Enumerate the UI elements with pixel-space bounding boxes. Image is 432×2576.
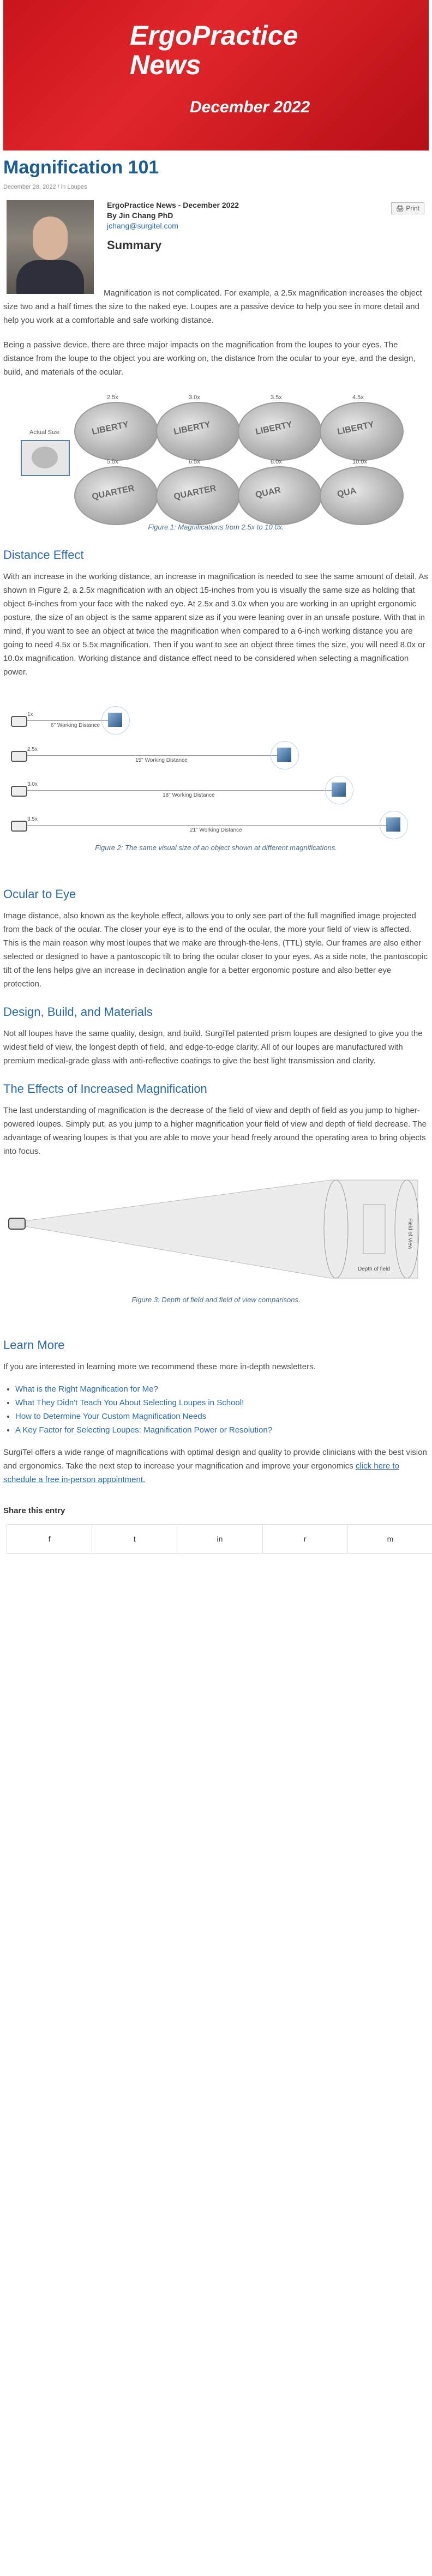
share-heading: Share this entry [3, 1506, 65, 1515]
coin-image [74, 466, 158, 525]
coin-text: LIBERTY [172, 420, 212, 437]
loupe-icon [11, 821, 27, 832]
figure-1 [3, 384, 429, 532]
coin-image [320, 402, 404, 461]
magnification-label: 2.5x [107, 394, 118, 401]
author-photo [7, 200, 94, 294]
learn-more-paragraph: If you are interested in learning more we recommend these more in-depth newsletters. [3, 1362, 316, 1371]
working-distance-line [27, 825, 387, 826]
page-title: Magnification 101 [3, 157, 159, 178]
closing-paragraph [3, 1446, 429, 1486]
working-distance-line [27, 790, 333, 791]
share-email-button[interactable]: m [387, 1534, 394, 1543]
closing-text: SurgiTel offers a wide range of magnifications with optimal design and quality to provide clinicians with the best vision and ergonomics. Take the next step to increase your magnification and improve your ergonomics [3, 1448, 427, 1471]
related-links [3, 1382, 429, 1437]
coin-image [320, 466, 404, 525]
working-distance-label: 6" Working Distance [51, 723, 100, 729]
coin-text: LIBERTY [336, 420, 375, 437]
loupe-icon [11, 716, 27, 727]
share-twitter-button[interactable]: t [92, 1525, 177, 1553]
actual-size-coin [21, 440, 70, 476]
magnification-label: 4.5x [352, 394, 364, 401]
coin-text: QUAR [254, 485, 282, 500]
post-meta[interactable]: December 28, 2022 / in Loupes [3, 184, 87, 190]
design-paragraph: Not all loupes have the same quality, design, and build. SurgiTel patented prism loupes are designed to give you the widest field of view, the longest depth of field, and edge-to-edge clarity. All of our loupes are manufactured with premium medical-grade glass with anti-reflective coatings to give the best light transmission and clarity. [3, 1029, 423, 1066]
working-distance-label: 18" Working Distance [163, 792, 215, 798]
magnification-label: 10.0x [352, 459, 367, 465]
figure-3 [3, 1169, 429, 1305]
magnification-label: 8.0x [271, 459, 282, 465]
magnification-label: 2.5x [27, 747, 38, 753]
object-cube [277, 748, 291, 762]
ocular-heading: Ocular to Eye [3, 887, 76, 901]
working-distance-label: 15" Working Distance [135, 757, 188, 763]
related-link-2[interactable]: What They Didn't Teach You About Selecting Loupes in School! [15, 1398, 244, 1407]
coin-image [156, 466, 240, 525]
coin-image [238, 402, 322, 461]
magnification-label: 1x [27, 712, 33, 718]
loupe-icon [11, 751, 27, 762]
ocular-paragraph: Image distance, also known as the keyhole effect, allows you to only see part of the full magnified image projected from the back of the ocular. The closer your eye is to the end of the ocular, the more your field of view is affected. This is the main reason why most loupes that we make are through-the-lens, (TTL) style. Our frames are also either selected or designed to have a pantoscopic tilt to bring the ocular closer to your eyes. As a side note, the pantoscopic tilt of the lens helps give an increase in declination angle for a better ergonomic posture and also better eye protection. [3, 911, 428, 989]
print-label: Print [406, 204, 419, 212]
print-button[interactable]: 🖨 Print [391, 202, 424, 214]
list-item [15, 1410, 429, 1423]
banner-title-line2: News [130, 50, 201, 80]
share-linkedin-button[interactable]: in [177, 1525, 262, 1553]
actual-size-label: Actual Size [29, 429, 60, 436]
magnification-label: 3.5x [27, 816, 38, 822]
fov-label: Field of View [407, 1218, 413, 1250]
banner-title-line1: ErgoPractice [130, 20, 298, 51]
coin-text: QUARTER [91, 483, 135, 502]
figure-1-caption: Figure 1: Magnifications from 2.5x to 10.0x. [148, 523, 284, 531]
byline-email[interactable]: jchang@surgitel.com [107, 221, 178, 230]
coin-text: QUA [336, 486, 357, 499]
share-facebook-button[interactable]: f [7, 1525, 92, 1553]
figure-3-caption: Figure 3: Depth of field and field of view comparisons. [131, 1296, 301, 1304]
coin-image [238, 466, 322, 525]
intro-paragraph: Being a passive device, there are three major impacts on the magnification from the loupes to your eyes. The distance from the loupe to the object you are working on, the distance from the ocular to your eye, and the design, build, and materials of the ocular. [3, 340, 416, 377]
coin-text: LIBERTY [91, 420, 130, 437]
byline-issue: ErgoPractice News - December 2022 [107, 201, 239, 209]
summary-heading: Summary [107, 238, 162, 252]
object-cube [108, 713, 122, 727]
magnification-label: 3.0x [189, 394, 200, 401]
object-cube [386, 817, 400, 832]
learn-more-heading: Learn More [3, 1338, 65, 1352]
related-link-3[interactable]: How to Determine Your Custom Magnification Needs [15, 1412, 207, 1421]
working-distance-line [27, 755, 278, 756]
coin-text: QUARTER [172, 483, 217, 502]
share-bar [7, 1524, 432, 1554]
distance-effect-heading: Distance Effect [3, 548, 84, 562]
magnification-label: 5.5x [107, 459, 118, 465]
author-section [3, 200, 429, 336]
coin-text: LIBERTY [254, 420, 293, 437]
magnification-label: 6.5x [189, 459, 200, 465]
working-distance-line [27, 720, 109, 721]
figure-2-caption: Figure 2: The same visual size of an object shown at different magnifications. [95, 844, 337, 852]
byline [107, 200, 239, 231]
figure-2 [3, 701, 429, 859]
schedule-appointment-link[interactable]: click here to schedule a free in-person appointment. [3, 1461, 399, 1484]
byline-author: By Jin Chang PhD [107, 211, 173, 220]
summary-text: Magnification is not complicated. For example, a 2.5x magnification increases the object size two and a half times the size to the naked eye. Loupes are a passive device to help you see in more detail and help you work at a comfortable and safe working distance. [3, 288, 422, 325]
related-link-1[interactable]: What is the Right Magnification for Me? [15, 1385, 158, 1394]
magnification-label: 3.5x [271, 394, 282, 401]
list-item [15, 1382, 429, 1396]
coin-image [74, 402, 158, 461]
coin-image [156, 402, 240, 461]
working-distance-label: 21" Working Distance [190, 827, 242, 833]
design-heading: Design, Build, and Materials [3, 1005, 153, 1019]
share-reddit-button[interactable]: r [263, 1525, 348, 1553]
newsletter-banner [3, 0, 429, 151]
effects-paragraph: The last understanding of magnification is the decrease of the field of view and depth of field as you jump to higher-powered loupes. Simply put, as you jump to a higher magnification your field of view and depth of field decrease. The advantage of wearing loupes is that you are able to move your head freely around the operating area to bring objects into focus. [3, 1106, 427, 1156]
list-item [15, 1423, 429, 1437]
dof-label: Depth of field [358, 1266, 390, 1272]
object-cube [332, 783, 346, 797]
magnification-label: 3.0x [27, 781, 38, 787]
loupe-icon [11, 786, 27, 797]
effects-heading: The Effects of Increased Magnification [3, 1082, 207, 1096]
banner-date: December 2022 [190, 98, 310, 116]
list-item [15, 1396, 429, 1410]
related-link-4[interactable]: A Key Factor for Selecting Loupes: Magnification Power or Resolution? [15, 1425, 273, 1435]
distance-effect-paragraph: With an increase in the working distance, an increase in magnification is needed to see the same amount of detail. As shown in Figure 2, a 2.5x magnification with an object 15-inches from you is visually the same size as holding that object 6-inches from your face with the naked eye. At 2.5x and 3.0x when you are working in an upright ergonomic posture, the size of an object is the same apparent size as if you were leaning over in an unsafe posture. With that in mind, if you want to see an object at twice the magnification when compared to a 6-inch working distance you are going to need 4.5x or 5.5x magnification. Then if you want to see an object three times the size, you will need 8.0x or 10.0x magnification. Working distance and distance effect need to be considered when selecting a magnification power. [3, 572, 428, 677]
